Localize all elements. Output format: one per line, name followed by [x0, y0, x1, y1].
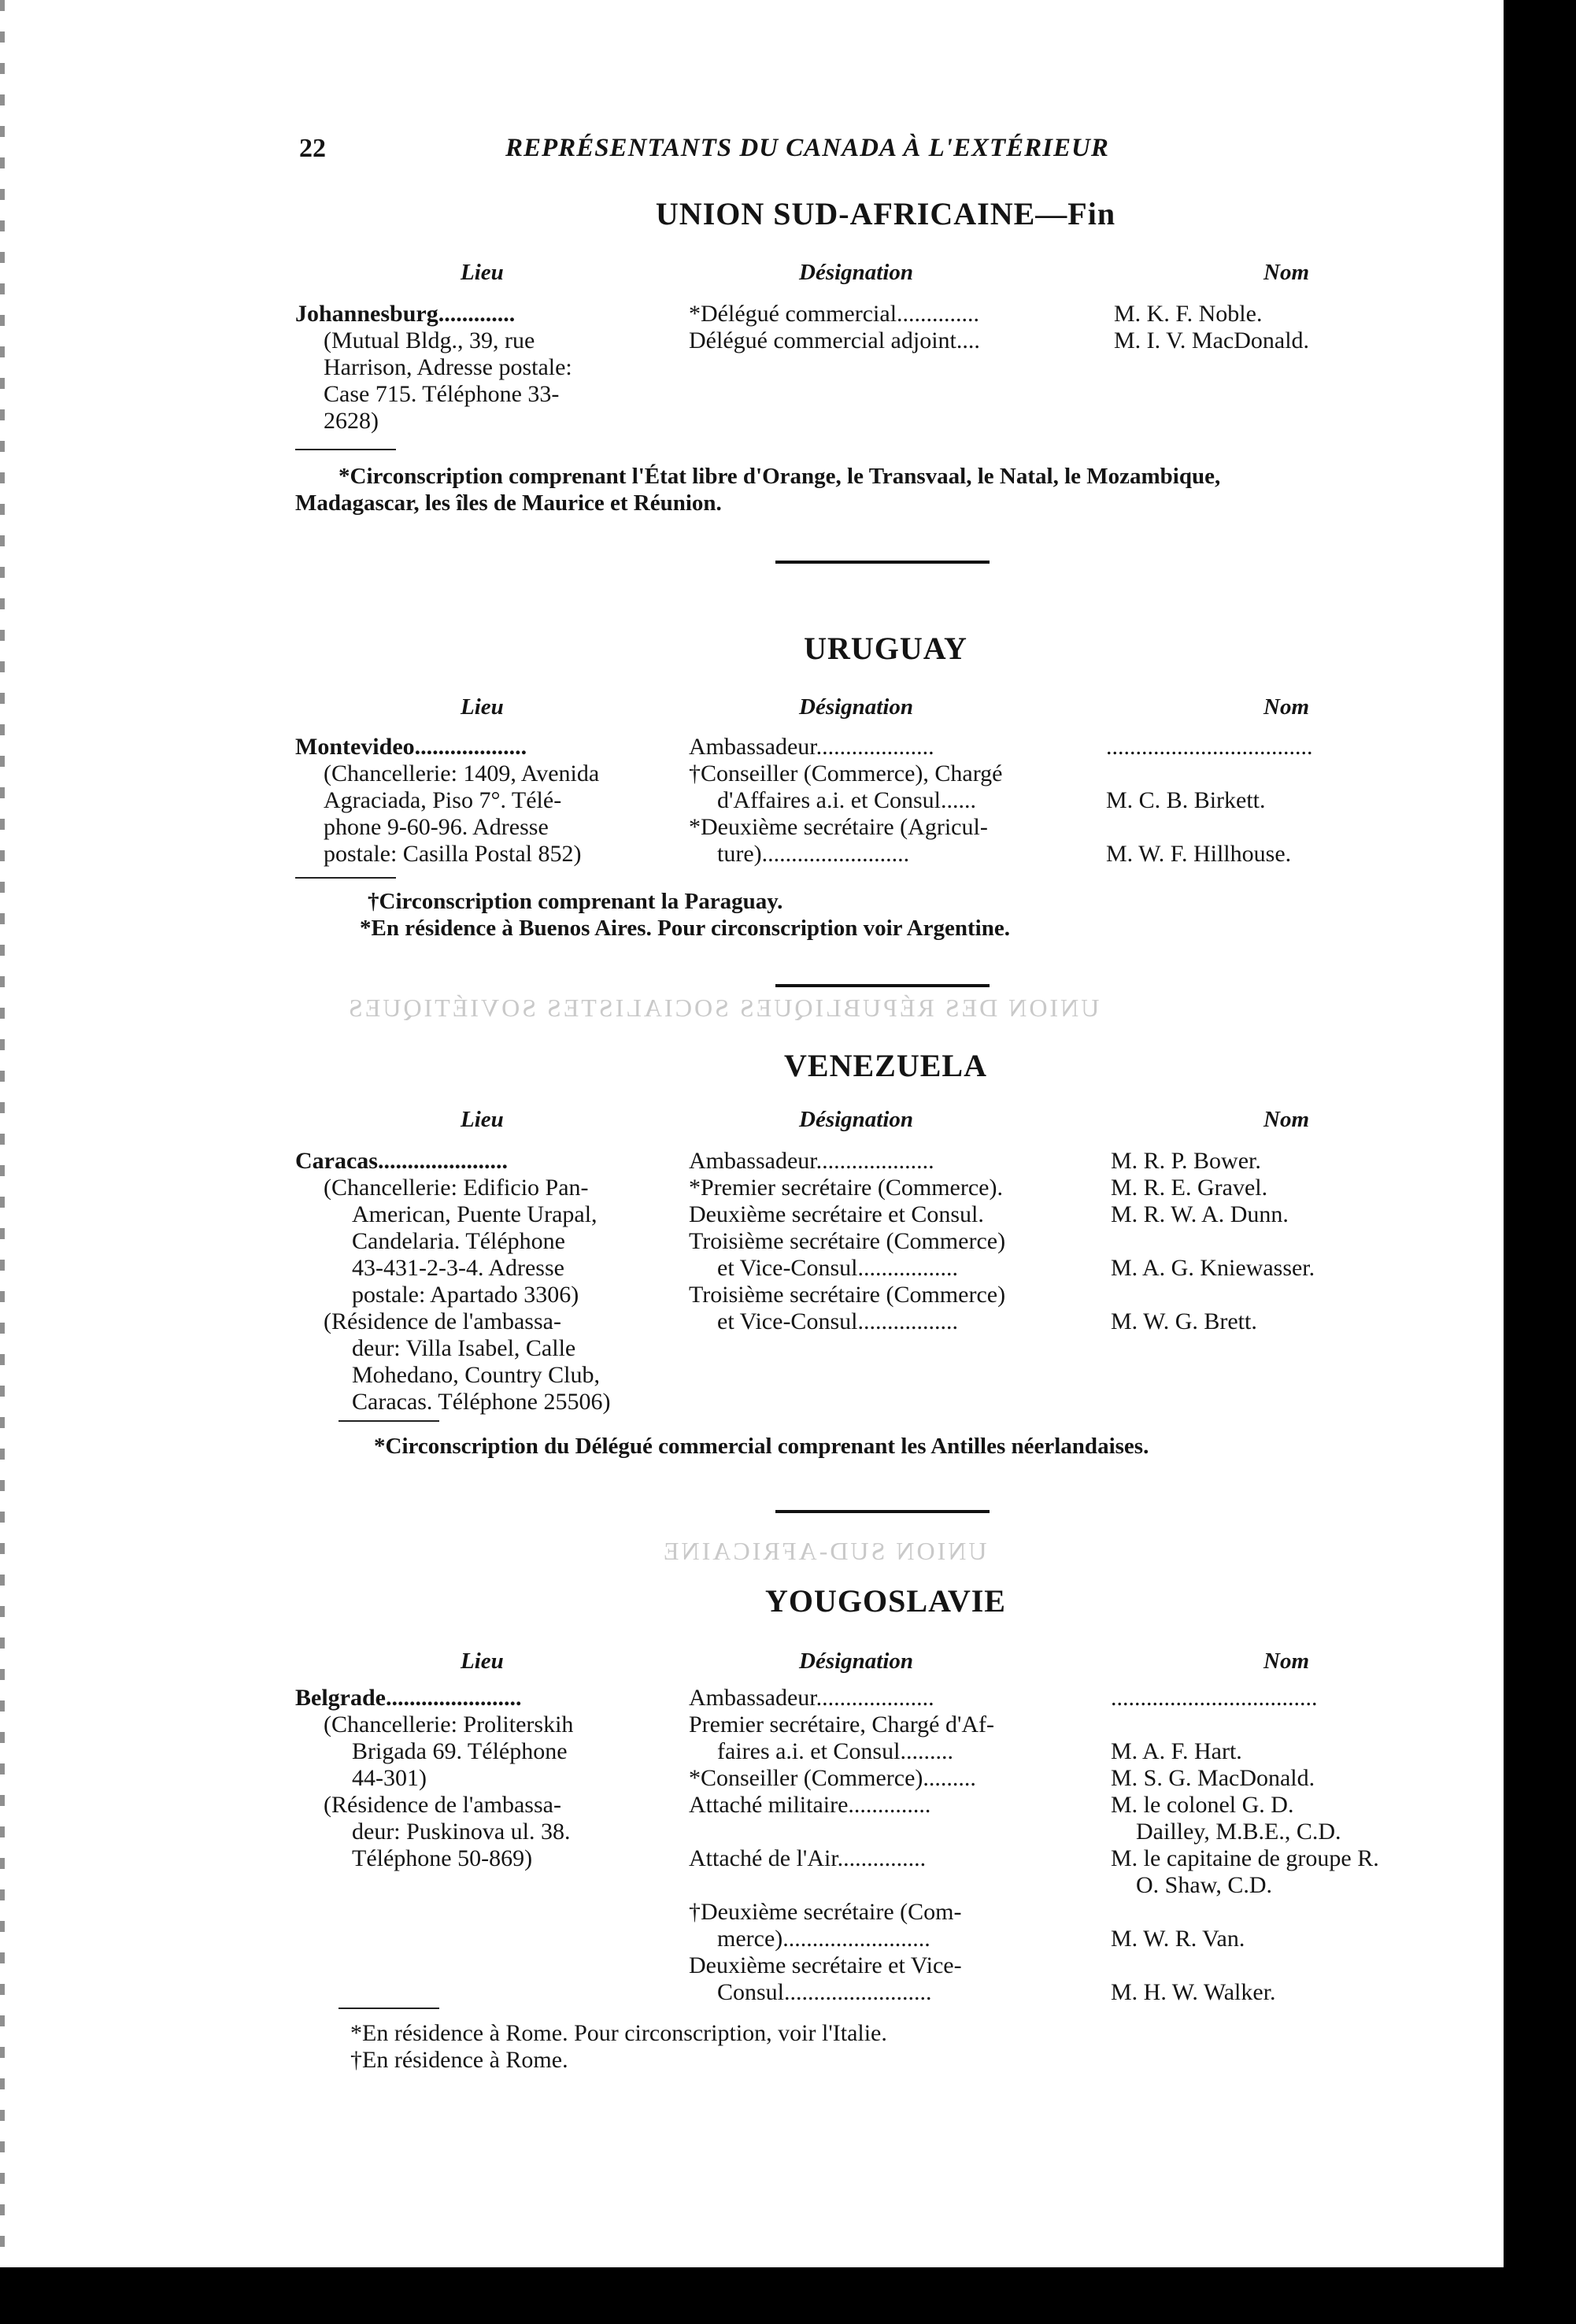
nom-line: M. S. G. MacDonald. — [1111, 1765, 1315, 1791]
column-header-nom: Nom — [1263, 694, 1309, 720]
designation-line: *Délégué commercial.............. — [689, 301, 980, 327]
nom-line: O. Shaw, C.D. — [1136, 1872, 1273, 1898]
nom-line — [1111, 1282, 1481, 1308]
footnote: *En résidence à Rome. Pour circonscription, voir l'Italie. — [350, 2020, 887, 2046]
column-header-lieu: Lieu — [461, 694, 504, 720]
footnote: *En résidence à Buenos Aires. Pour circonscription voir Argentine. — [360, 916, 1010, 941]
designation-line: Troisième secrétaire (Commerce) — [689, 1228, 1006, 1254]
lieu-column — [295, 301, 669, 435]
lieu-line: American, Puente Urapal, — [352, 1201, 597, 1227]
nom-column — [1106, 734, 1476, 868]
section-separator — [775, 984, 990, 987]
nom-line: M. K. F. Noble. — [1114, 301, 1263, 327]
column-header-designation: Désignation — [799, 694, 914, 720]
nom-line: M. H. W. Walker. — [1111, 1979, 1276, 2005]
designation-line: †Conseiller (Commerce), Chargé — [689, 760, 1003, 786]
footnote: *Circonscription comprenant l'État libre d'Orange, le Transvaal, le Natal, le Mozambique, — [339, 464, 1221, 489]
footnote-rule — [339, 2008, 439, 2009]
designation-line: Deuxième secrétaire et Vice- — [689, 1952, 962, 1978]
column-header-nom: Nom — [1263, 260, 1309, 285]
lieu-line: Candelaria. Téléphone — [352, 1228, 565, 1254]
lieu-column — [295, 1685, 669, 1872]
lieu-line: Brigada 69. Téléphone — [352, 1738, 568, 1764]
designation-line: Deuxième secrétaire et Consul. — [689, 1201, 984, 1227]
lieu-line: Caracas. Téléphone 25506) — [352, 1389, 611, 1415]
designation-line: merce)......................... — [717, 1926, 930, 1952]
designation-line: Ambassadeur.................... — [689, 1685, 934, 1711]
designation-line: †Deuxième secrétaire (Com- — [689, 1899, 962, 1925]
bleed-through-text: UNION SUD-AFRICAINE — [661, 1537, 987, 1565]
designation-line: Troisième secrétaire (Commerce) — [689, 1282, 1006, 1308]
column-header-lieu: Lieu — [461, 1649, 504, 1674]
column-header-nom: Nom — [1263, 1649, 1309, 1674]
nom-line — [1106, 760, 1476, 787]
section-uruguay — [295, 630, 1476, 960]
designation-line: *Conseiller (Commerce)......... — [689, 1765, 976, 1791]
designation-line: et Vice-Consul................. — [717, 1308, 958, 1334]
designation-column — [689, 301, 1098, 354]
nom-line: M. I. V. MacDonald. — [1114, 328, 1310, 353]
lieu-line: Belgrade....................... — [295, 1685, 522, 1711]
designation-line: et Vice-Consul................. — [717, 1255, 958, 1281]
lieu-column — [295, 734, 669, 868]
designation-line: *Deuxième secrétaire (Agricul- — [689, 814, 988, 840]
scan-left-edge — [0, 0, 5, 2324]
nom-column — [1111, 1685, 1481, 2006]
designation-line: *Premier secrétaire (Commerce). — [689, 1175, 1003, 1201]
designation-line: Ambassadeur.................... — [689, 734, 934, 760]
lieu-line: (Chancellerie: 1409, Avenida — [324, 760, 600, 786]
nom-line — [1111, 1228, 1481, 1255]
nom-line: Dailley, M.B.E., C.D. — [1136, 1819, 1341, 1845]
lieu-line: deur: Villa Isabel, Calle — [352, 1335, 576, 1361]
lieu-line: Caracas...................... — [295, 1148, 508, 1174]
nom-line: M. le capitaine de groupe R. — [1111, 1845, 1379, 1871]
column-header-designation: Désignation — [799, 1649, 914, 1674]
nom-line — [1111, 1712, 1481, 1738]
lieu-line: 43-431-2-3-4. Adresse — [352, 1255, 564, 1281]
page-header — [299, 134, 1315, 181]
section-title: URUGUAY — [804, 631, 967, 666]
lieu-line: Montevideo................... — [295, 734, 527, 760]
nom-line: ................................... — [1111, 1685, 1318, 1711]
running-title: REPRÉSENTANTS DU CANADA À L'EXTÉRIEUR — [505, 134, 1109, 162]
column-header-lieu: Lieu — [461, 260, 504, 285]
column-header-lieu: Lieu — [461, 1107, 504, 1132]
section-venezuela — [295, 1047, 1476, 1488]
nom-line: M. W. F. Hillhouse. — [1106, 841, 1292, 867]
lieu-line: postale: Casilla Postal 852) — [324, 841, 582, 867]
nom-line: M. R. P. Bower. — [1111, 1148, 1261, 1174]
designation-line: d'Affaires a.i. et Consul...... — [717, 787, 976, 813]
designation-line: Attaché de l'Air............... — [689, 1845, 927, 1871]
designation-line — [689, 1872, 1098, 1899]
designation-line: Ambassadeur.................... — [689, 1148, 934, 1174]
lieu-line: 2628) — [324, 408, 379, 434]
nom-line — [1111, 1952, 1481, 1979]
section-title: YOUGOSLAVIE — [765, 1583, 1006, 1619]
footnote: †En résidence à Rome. — [350, 2047, 568, 2073]
lieu-line: (Chancellerie: Proliterskih — [324, 1712, 574, 1737]
footnote-rule — [339, 1420, 439, 1422]
section-separator — [775, 1510, 990, 1513]
section-union-sud-africaine — [295, 195, 1476, 526]
lieu-line: Agraciada, Piso 7°. Télé- — [324, 787, 562, 813]
lieu-line: (Mutual Bldg., 39, rue — [324, 328, 535, 353]
lieu-line: Johannesburg............. — [295, 301, 516, 327]
column-header-designation: Désignation — [799, 260, 914, 285]
nom-line: M. W. G. Brett. — [1111, 1308, 1257, 1334]
lieu-line: (Résidence de l'ambassa- — [324, 1308, 561, 1334]
nom-line: M. W. R. Van. — [1111, 1926, 1245, 1952]
nom-line: M. R. E. Gravel. — [1111, 1175, 1268, 1201]
page-number: 22 — [299, 134, 326, 163]
footnote-rule — [295, 449, 396, 450]
column-header-nom: Nom — [1263, 1107, 1309, 1132]
nom-line: M. C. B. Birkett. — [1106, 787, 1266, 813]
designation-column — [689, 734, 1098, 868]
lieu-line: phone 9-60-96. Adresse — [324, 814, 549, 840]
designation-column — [689, 1685, 1098, 2006]
nom-column — [1111, 1148, 1481, 1335]
lieu-column — [295, 1148, 669, 1415]
designation-column — [689, 1148, 1098, 1335]
designation-line: Premier secrétaire, Chargé d'Af- — [689, 1712, 995, 1737]
designation-line — [689, 1819, 1098, 1845]
designation-line: Consul......................... — [717, 1979, 932, 2005]
lieu-line: Harrison, Adresse postale: — [324, 354, 572, 380]
lieu-line: 44-301) — [352, 1765, 427, 1791]
footnote: *Circonscription du Délégué commercial comprenant les Antilles néerlandaises. — [374, 1434, 1149, 1459]
section-title: UNION SUD-AFRICAINE—Fin — [655, 196, 1116, 231]
designation-line: ture)......................... — [717, 841, 910, 867]
lieu-line: Case 715. Téléphone 33- — [324, 381, 560, 407]
lieu-line: Mohedano, Country Club, — [352, 1362, 600, 1388]
nom-line: M. R. W. A. Dunn. — [1111, 1201, 1289, 1227]
lieu-line: (Résidence de l'ambassa- — [324, 1792, 561, 1818]
nom-line — [1106, 814, 1476, 841]
designation-line: Délégué commercial adjoint.... — [689, 328, 980, 353]
nom-line: ................................... — [1106, 734, 1313, 760]
nom-line: M. le colonel G. D. — [1111, 1792, 1294, 1818]
lieu-line: (Chancellerie: Edificio Pan- — [324, 1175, 589, 1201]
section-separator — [775, 561, 990, 564]
nom-line: M. A. G. Kniewasser. — [1111, 1255, 1315, 1281]
footnote: †Circonscription comprenant la Paraguay. — [368, 889, 783, 914]
section-title: VENEZUELA — [784, 1048, 987, 1083]
nom-line — [1111, 1899, 1481, 1926]
designation-line: faires a.i. et Consul......... — [717, 1738, 953, 1764]
nom-line: M. A. F. Hart. — [1111, 1738, 1242, 1764]
designation-line: Attaché militaire.............. — [689, 1792, 931, 1818]
section-yougoslavie — [295, 1582, 1476, 2086]
nom-column — [1114, 301, 1484, 354]
lieu-line: postale: Apartado 3306) — [352, 1282, 579, 1308]
scan-bottom-border — [0, 2267, 1576, 2324]
bleed-through-text: UNION DES RÉPUBLIQUES SOCIALISTES SOVIÉTIQUES — [346, 994, 1100, 1022]
lieu-line: deur: Puskinova ul. 38. — [352, 1819, 571, 1845]
lieu-line: Téléphone 50-869) — [352, 1845, 533, 1871]
scan-right-border — [1504, 0, 1576, 2324]
column-header-designation: Désignation — [799, 1107, 914, 1132]
footnote: Madagascar, les îles de Maurice et Réunion. — [295, 490, 722, 516]
footnote-rule — [295, 877, 396, 879]
